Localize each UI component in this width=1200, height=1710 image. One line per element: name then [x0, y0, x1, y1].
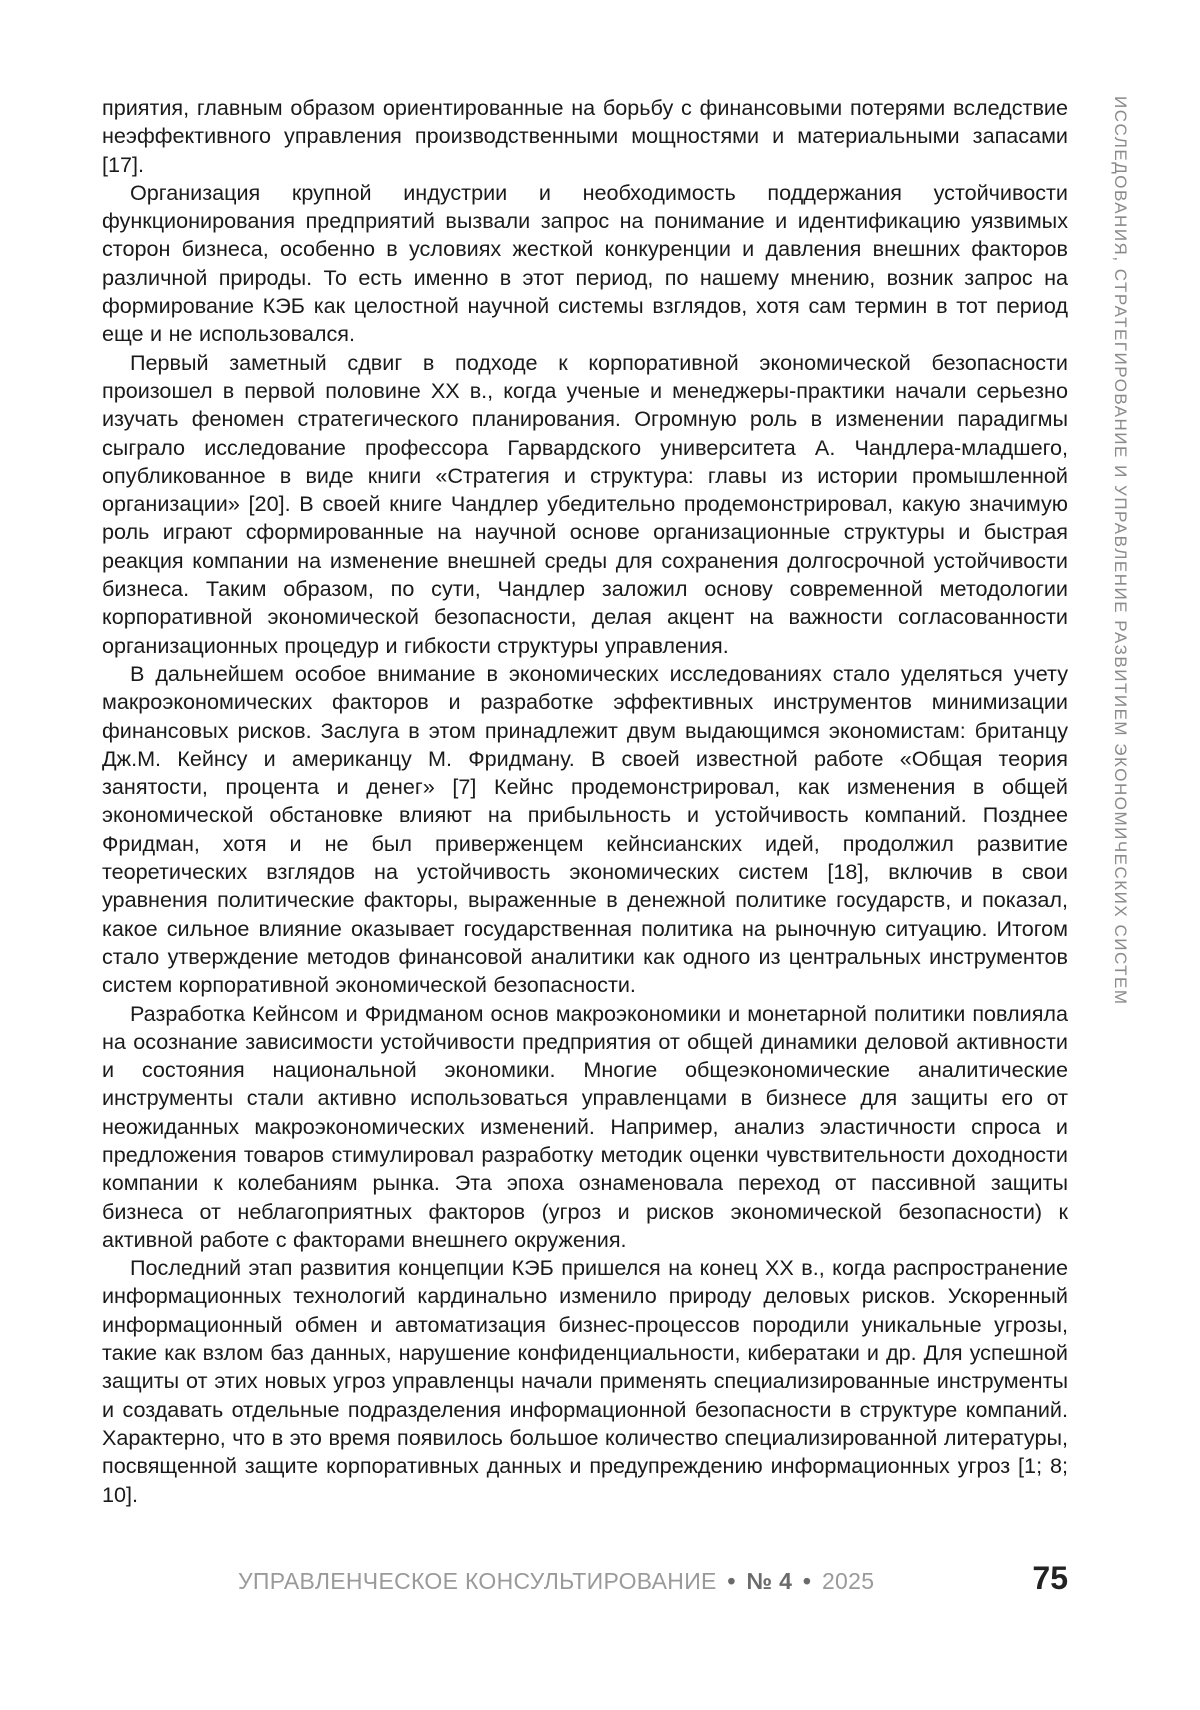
page-number: 75: [1032, 1560, 1068, 1597]
paragraph-5: Разработка Кейнсом и Фридманом основ макроэкономики и монетарной политики повлияла на осознание зависимости устойчивости предприятия от общей динамики деловой активности и состояния национальной экономики. Многие общеэкономические аналитические инструменты стали активно использоваться управленцами в бизнесе для защиты его от неожиданных макроэкономических изменений. Например, анализ эластичности спроса и предложения товаров стимулировал разработку методик оценки чувствительности доходности компании к колебаниям рынка. Эта эпоха ознаменовала переход от пассивной защиты бизнеса от неблагоприятных факторов (угроз и рисков экономической безопасности) к активной работе с факторами внешнего окружения.: [102, 1000, 1068, 1255]
journal-page: [0, 0, 1200, 1710]
footer-separator: •: [799, 1568, 815, 1594]
footer-separator: •: [723, 1568, 739, 1594]
page-footer: [238, 1560, 1068, 1600]
side-running-head: ИССЛЕДОВАНИЯ, СТРАТЕГИРОВАНИЕ И УПРАВЛЕНИЕ РАЗВИТИЕМ ЭКОНОМИЧЕСКИХ СИСТЕМ: [1100, 96, 1130, 1096]
article-body: [102, 94, 1068, 1509]
journal-name: УПРАВЛЕНЧЕСКОЕ КОНСУЛЬТИРОВАНИЕ: [238, 1568, 717, 1594]
paragraph-2: Организация крупной индустрии и необходимость поддержания устойчивости функционирования предприятий вызвали запрос на понимание и идентификацию уязвимых сторон бизнеса, особенно в условиях жесткой конкуренции и давления внешних факторов различной природы. То есть именно в этот период, по нашему мнению, возник запрос на формирование КЭБ как целостной научной системы взглядов, хотя сам термин в тот период еще и не использовался.: [102, 179, 1068, 349]
paragraph-4: В дальнейшем особое внимание в экономических исследованиях стало уделяться учету макроэкономических факторов и разработке эффективных инструментов минимизации финансовых рисков. Заслуга в этом принадлежит двум выдающимся экономистам: британцу Дж.М. Кейнсу и американцу М. Фридману. В своей известной работе «Общая теория занятости, процента и денег» [7] Кейнс продемонстрировал, как изменения в общей экономической обстановке влияют на прибыльность и устойчивость компаний. Позднее Фридман, хотя и не был приверженцем кейнсианских идей, продолжил развитие теоретических взглядов на устойчивость экономических систем [18], включив в свои уравнения политические факторы, выраженные в денежной политике государств, и показал, какое сильное влияние оказывает государственная политика на рыночную ситуацию. Итогом стало утверждение методов финансовой аналитики как одного из центральных инструментов систем корпоративной экономической безопасности.: [102, 660, 1068, 1000]
journal-title-line: [238, 1568, 874, 1595]
paragraph-3: Первый заметный сдвиг в подходе к корпоративной экономической безопасности произошел в первой половине XX в., когда ученые и менеджеры-практики начали серьезно изучать феномен стратегического планирования. Огромную роль в изменении парадигмы сыграло исследование профессора Гарвардского университета А. Чандлера-младшего, опубликованное в виде книги «Стратегия и структура: главы из истории промышленной организации» [20]. В своей книге Чандлер убедительно продемонстрировал, какую значимую роль играют сформированные на научной основе организационные структуры и быстрая реакция компании на изменение внешней среды для сохранения долгосрочной устойчивости бизнеса. Таким образом, по сути, Чандлер заложил основу современной методологии корпоративной экономической безопасности, делая акцент на важности согласованности организационных процедур и гибкости структуры управления.: [102, 349, 1068, 660]
paragraph-1: приятия, главным образом ориентированные на борьбу с финансовыми потерями вследствие неэффективного управления производственными мощностями и материальными запасами [17].: [102, 94, 1068, 179]
paragraph-6: Последний этап развития концепции КЭБ пришелся на конец XX в., когда распространение информационных технологий кардинально изменило природу деловых рисков. Ускоренный информационный обмен и автоматизация бизнес-процессов породили уникальные угрозы, такие как взлом баз данных, нарушение конфиденциальности, кибератаки и др. Для успешной защиты от этих новых угроз управленцы начали применять специализированные инструменты и создавать отдельные подразделения информационной безопасности в структуре компаний. Характерно, что в это время появилось большое количество специализированной литературы, посвященной защите корпоративных данных и предупреждению информационных угроз [1; 8; 10].: [102, 1254, 1068, 1509]
issue-number: № 4: [746, 1568, 792, 1594]
issue-year: 2025: [822, 1568, 874, 1594]
